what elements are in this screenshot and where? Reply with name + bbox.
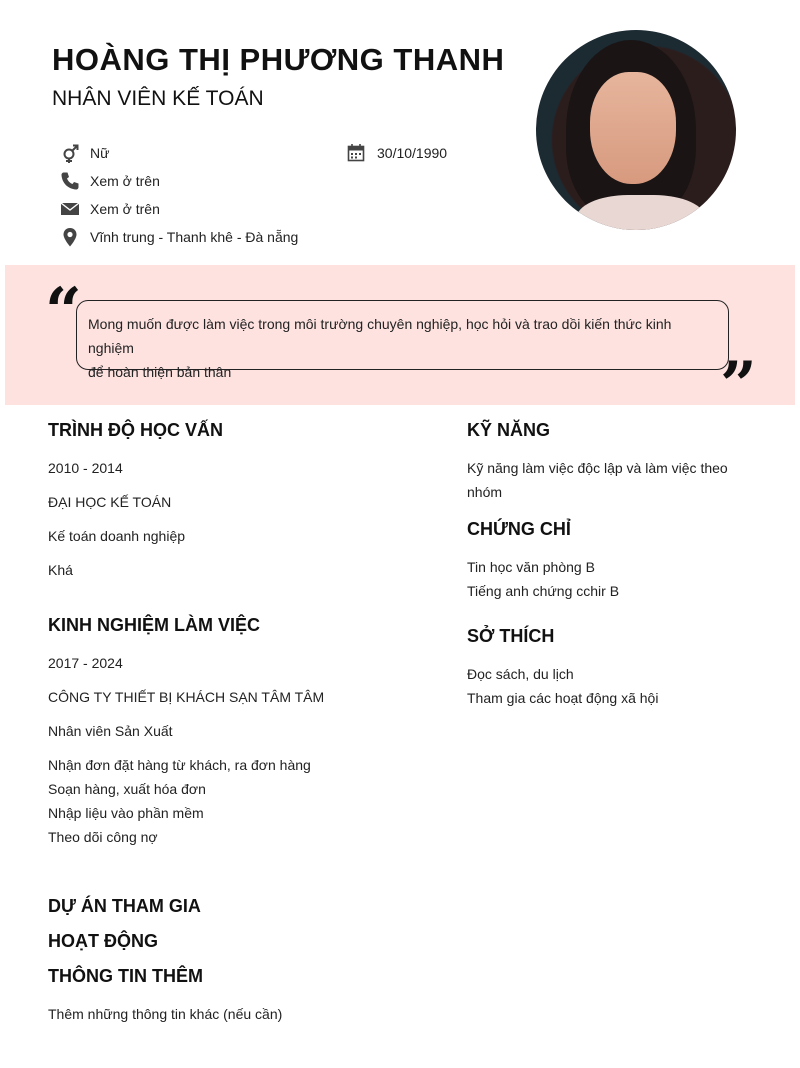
envelope-icon xyxy=(60,199,80,219)
experience-company: CÔNG TY THIẾT BỊ KHÁCH SẠN TÂM TÂM xyxy=(48,689,325,705)
profile-photo xyxy=(536,30,736,230)
activities-title: HOẠT ĐỘNG xyxy=(48,931,158,951)
education-major: Kế toán doanh nghiệp xyxy=(48,528,186,544)
job-title: NHÂN VIÊN KẾ TOÁN xyxy=(52,87,264,110)
skills-title: KỸ NĂNG xyxy=(467,420,551,440)
certificates-title: CHỨNG CHỈ xyxy=(467,519,571,539)
address-value: Vĩnh trung - Thanh khê - Đà nẵng xyxy=(90,229,299,245)
experience-duty: Theo dõi công nợ xyxy=(48,829,158,845)
objective-line-2: để hoàn thiện bản thân xyxy=(88,364,232,380)
phone-icon xyxy=(60,171,80,191)
gender-icon xyxy=(60,143,80,163)
info-birthdate xyxy=(347,143,447,163)
objective-box xyxy=(76,300,729,380)
experience-duty: Nhập liệu vào phần mềm xyxy=(48,805,204,821)
additional-info-text: Thêm những thông tin khác (nếu cần) xyxy=(48,1006,283,1022)
skills-line-1: Kỹ năng làm việc độc lập và làm việc theo xyxy=(467,460,728,476)
calendar-icon xyxy=(347,143,367,163)
certificate-item: Tiếng anh chứng cchir B xyxy=(467,583,620,599)
hobbies-title: SỞ THÍCH xyxy=(467,626,555,646)
hobby-item: Đọc sách, du lịch xyxy=(467,666,574,682)
objective-line-1: Mong muốn được làm việc trong môi trường chuyên nghiệp, học hỏi và trao dồi kiến thức kinh nghiệm xyxy=(88,316,672,356)
projects-title: DỰ ÁN THAM GIA xyxy=(48,896,201,916)
info-phone xyxy=(60,171,160,191)
info-gender xyxy=(60,143,109,163)
hobby-item: Tham gia các hoạt động xã hội xyxy=(467,690,659,706)
email-value: Xem ở trên xyxy=(90,201,160,217)
skills-line-2: nhóm xyxy=(467,484,503,500)
birthdate-value: 30/10/1990 xyxy=(377,145,448,161)
info-address xyxy=(60,227,298,247)
phone-value: Xem ở trên xyxy=(90,173,160,189)
info-email xyxy=(60,199,160,219)
experience-position: Nhân viên Sản Xuất xyxy=(48,723,173,739)
education-period: 2010 - 2014 xyxy=(48,460,123,476)
experience-period: 2017 - 2024 xyxy=(48,655,123,671)
additional-info-title: THÔNG TIN THÊM xyxy=(48,966,203,986)
experience-duty: Nhận đơn đặt hàng từ khách, ra đơn hàng xyxy=(48,757,311,773)
experience-title: KINH NGHIỆM LÀM VIỆC xyxy=(48,615,261,635)
candidate-name: HOÀNG THỊ PHƯƠNG THANH xyxy=(52,42,505,77)
experience-duty: Soạn hàng, xuất hóa đơn xyxy=(48,781,206,797)
certificate-item: Tin học văn phòng B xyxy=(467,559,595,575)
education-school: ĐẠI HỌC KẾ TOÁN xyxy=(48,494,172,510)
close-quote-icon: ” xyxy=(720,348,757,423)
map-pin-icon xyxy=(60,227,80,247)
open-quote-icon: “ xyxy=(45,274,82,349)
education-grade: Khá xyxy=(48,562,73,578)
education-title: TRÌNH ĐỘ HỌC VẤN xyxy=(48,420,223,440)
gender-value: Nữ xyxy=(90,145,110,161)
